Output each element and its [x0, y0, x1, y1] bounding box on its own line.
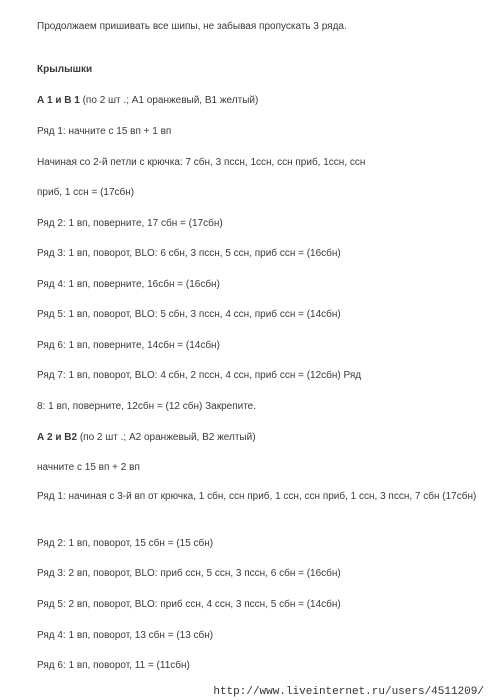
row-a1-4: Ряд 2: 1 вп, поверните, 17 сбн = (17сбн) [37, 218, 223, 229]
row-a2-start: начните с 15 вп + 2 вп [37, 462, 140, 473]
row-a1-7: Ряд 5: 1 вп, поворот, BLO: 5 сбн, 3 пссн, 4 ссн, приб ссн = (14сбн) [37, 309, 341, 320]
part-a1-note: (по 2 шт .; А1 оранжевый, В1 желтый) [79, 95, 259, 106]
part-a1-label: А 1 и В 1 [37, 95, 80, 106]
part-a2-note: (по 2 шт .; А2 оранжевый, В2 желтый) [77, 432, 256, 443]
part-a2-heading [37, 431, 478, 445]
row-a1-8: Ряд 6: 1 вп, поверните, 14сбн = (14сбн) [37, 340, 220, 351]
row-a1-1: Ряд 1: начните с 15 вп + 1 вп [37, 126, 172, 137]
row-a1-6: Ряд 4: 1 вп, поверните, 16сбн = (16сбн) [37, 279, 220, 290]
row-a2-5: Ряд 5: 2 вп, поворот, BLO: приб ссн, 4 ссн, 3 пссн, 5 сбн = (14сбн) [37, 599, 341, 610]
row-a2-1: Ряд 1: начиная с 3-й вп от крючка, 1 сбн, ссн приб, 1 ссн, ссн приб, 1 ссн, 3 пссн, 7 сбн (17сбн) [37, 491, 477, 502]
part-a1-heading [37, 94, 478, 108]
watermark-url: http://www.liveinternet.ru/users/4511209/ [213, 686, 484, 698]
row-a2-6: Ряд 6: 1 вп, поворот, 11 = (11сбн) [37, 660, 190, 671]
row-a1-10: 8: 1 вп, поверните, 12сбн = (12 сбн) Закрепите. [37, 401, 257, 412]
intro-paragraph: Продолжаем пришивать все шипы, не забывая пропускать 3 ряда. [37, 21, 347, 32]
section-title: Крылышки [37, 64, 93, 75]
row-a1-9: Ряд 7: 1 вп, поворот, BLO: 4 сбн, 2 пссн, 4 ссн, приб ссн = (12сбн) Ряд [37, 370, 362, 381]
row-a1-3: приб, 1 ссн = (17сбн) [37, 187, 135, 198]
row-a1-2: Начиная со 2-й петли с крючка: 7 сбн, 3 пссн, 1ссн, ссн приб, 1ссн, ссн [37, 157, 366, 168]
row-a1-5: Ряд 3: 1 вп, поворот, BLO: 6 сбн, 3 пссн, 5 ссн, приб ссн = (16сбн) [37, 248, 341, 259]
row-a2-3: Ряд 3: 2 вп, поворот, BLO: приб ссн, 5 ссн, 3 пссн, 6 сбн = (16сбн) [37, 568, 341, 579]
part-a2-label: А 2 и В2 [37, 432, 78, 443]
row-a2-2: Ряд 2: 1 вп, поворот, 15 сбн = (15 сбн) [37, 538, 214, 549]
row-a2-4: Ряд 4: 1 вп, поворот, 13 сбн = (13 сбн) [37, 630, 214, 641]
